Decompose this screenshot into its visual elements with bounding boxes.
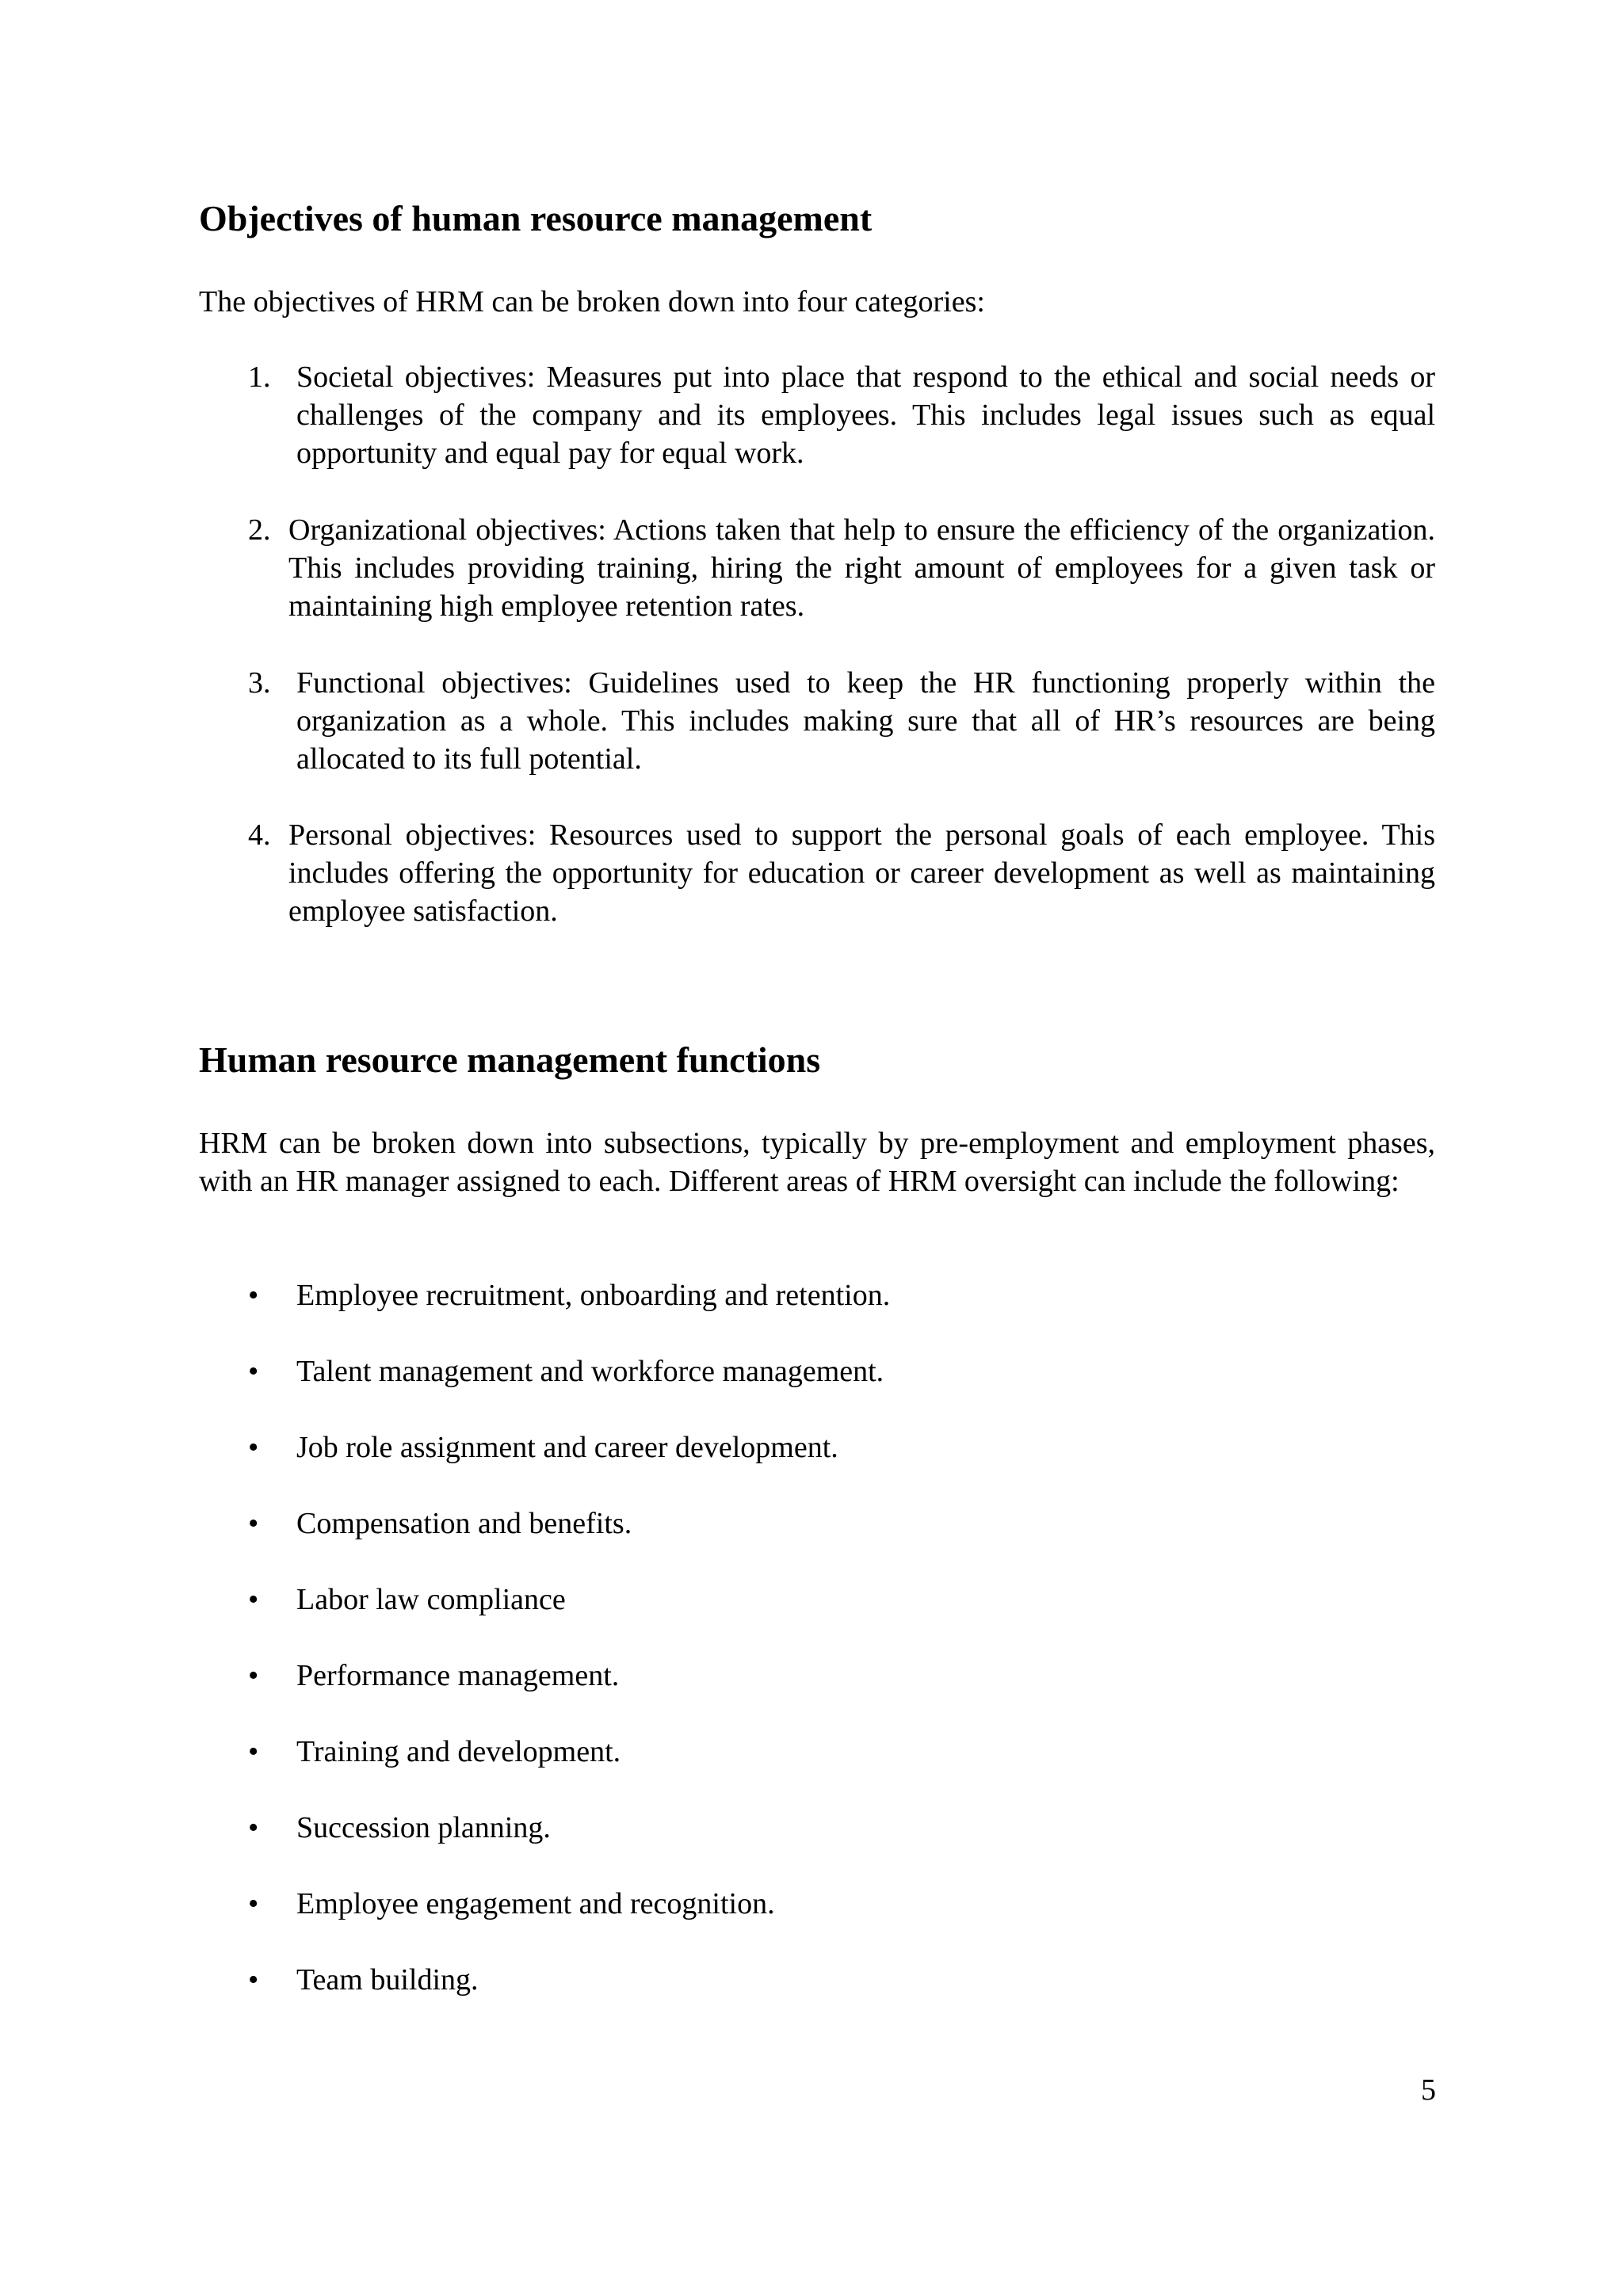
section-heading-objectives: Objectives of human resource management xyxy=(199,198,873,238)
bullet-icon: • xyxy=(248,1431,259,1464)
bullet-icon: • xyxy=(248,1735,259,1768)
list-number: 1. xyxy=(248,360,271,394)
page-number: 5 xyxy=(1421,2073,1436,2107)
bullet-icon: • xyxy=(248,1279,259,1312)
functions-intro-paragraph: HRM can be broken down into subsections, typically by pre-employment and employment phases, with an HR manager assigned to each. Different areas of HRM oversight can include the following: xyxy=(199,1127,1435,1198)
objectives-intro-paragraph: The objectives of HRM can be broken down into four categories: xyxy=(199,285,985,318)
list-item-text: Performance management. xyxy=(296,1659,620,1692)
section-heading-functions: Human resource management functions xyxy=(199,1039,821,1080)
bullet-icon: • xyxy=(248,1355,259,1388)
list-item-text: Training and development. xyxy=(296,1735,621,1768)
list-item-text: Compensation and benefits. xyxy=(296,1507,632,1540)
bullet-icon: • xyxy=(248,1887,259,1920)
list-item-text: Employee recruitment, onboarding and retention. xyxy=(296,1279,891,1312)
list-item-text: Talent management and workforce management. xyxy=(296,1355,884,1388)
list-number: 2. xyxy=(248,513,271,547)
list-number: 4. xyxy=(248,818,271,852)
bullet-icon: • xyxy=(248,1811,259,1844)
objective-text: Societal objectives: Measures put into place that respond to the ethical and social needs or challenges of the company and its employees. This includes legal issues such as equal opportunity and equal pay for equal work. xyxy=(296,360,1435,470)
list-item-text: Job role assignment and career development. xyxy=(296,1431,838,1464)
list-item-text: Labor law compliance xyxy=(296,1583,566,1616)
bullet-icon: • xyxy=(248,1963,259,1997)
objective-text: Functional objectives: Guidelines used to keep the HR functioning properly within the organization as a whole. This includes making sure that all of HR’s resources are being allocated to its full potential. xyxy=(296,666,1435,776)
list-number: 3. xyxy=(248,666,271,700)
bullet-icon: • xyxy=(248,1659,259,1692)
bullet-icon: • xyxy=(248,1583,259,1616)
bullet-icon: • xyxy=(248,1507,259,1540)
list-item-text: Employee engagement and recognition. xyxy=(296,1887,775,1920)
list-item-text: Succession planning. xyxy=(296,1811,551,1844)
list-item-text: Team building. xyxy=(296,1963,479,1997)
objective-text: Organizational objectives: Actions taken that help to ensure the efficiency of the organization. This includes providing training, hiring the right amount of employees for a given task or maintaining high employee retention rates. xyxy=(288,513,1435,623)
objective-text: Personal objectives: Resources used to support the personal goals of each employee. This includes offering the opportunity for education or career development as well as maintaining employee satisfaction. xyxy=(288,818,1435,928)
